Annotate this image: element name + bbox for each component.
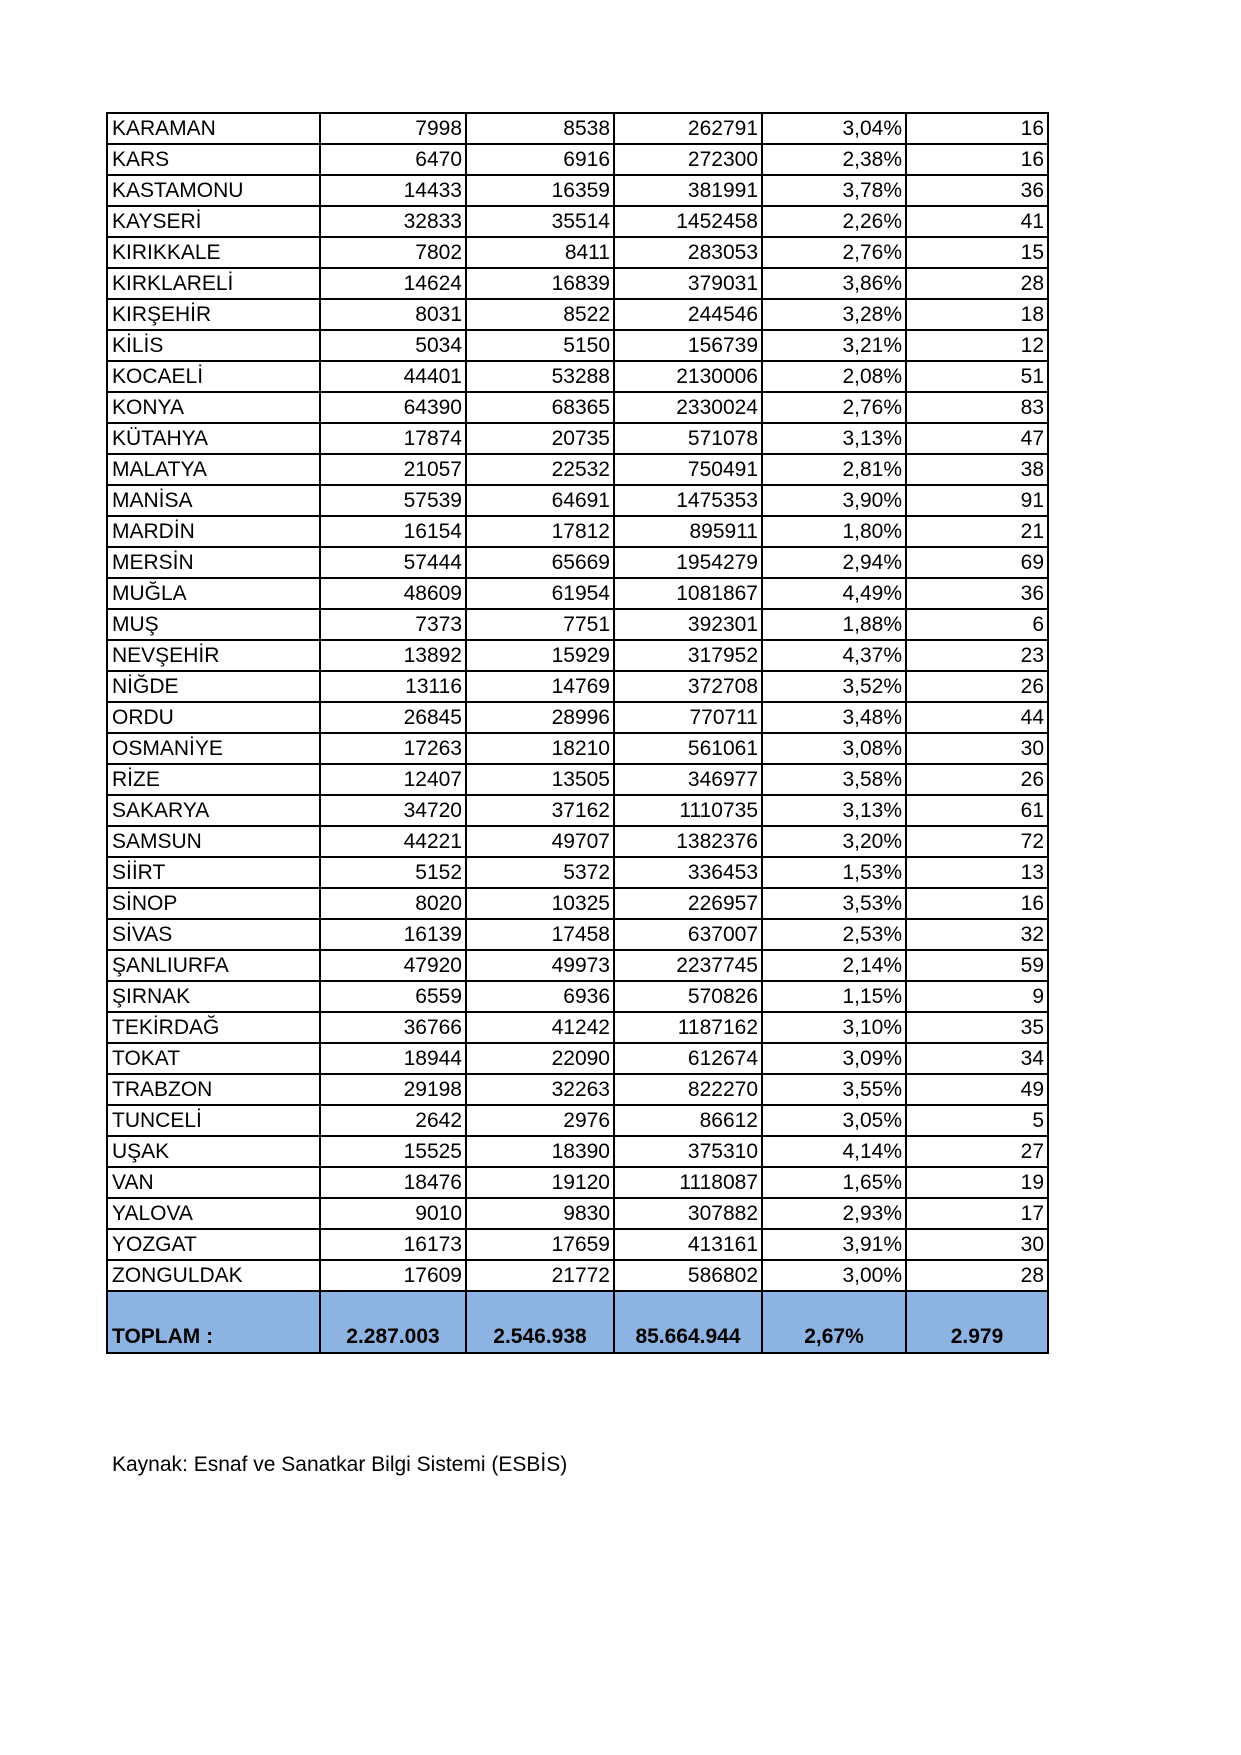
table-cell: 346977 [614,764,762,795]
table-cell: 9830 [466,1198,614,1229]
total-cell: 2.979 [906,1291,1048,1353]
province-name: YOZGAT [107,1229,320,1260]
table-cell: 3,13% [762,423,906,454]
table-row [107,1105,1048,1136]
table-cell: 3,55% [762,1074,906,1105]
table-row [107,485,1048,516]
table-cell: 3,86% [762,268,906,299]
table-cell: 86612 [614,1105,762,1136]
table-cell: 2330024 [614,392,762,423]
table-cell: 57444 [320,547,466,578]
table-cell: 570826 [614,981,762,1012]
table-cell: 5034 [320,330,466,361]
province-name: KARS [107,144,320,175]
table-cell: 7998 [320,113,466,144]
table-row [107,547,1048,578]
table-cell: 3,48% [762,702,906,733]
table-row [107,1198,1048,1229]
table-cell: 4,37% [762,640,906,671]
table-cell: 392301 [614,609,762,640]
province-name: TRABZON [107,1074,320,1105]
table-cell: 44 [906,702,1048,733]
table-cell: 561061 [614,733,762,764]
table-cell: 91 [906,485,1048,516]
province-name: YALOVA [107,1198,320,1229]
table-cell: 68365 [466,392,614,423]
table-row [107,1167,1048,1198]
province-name: SAKARYA [107,795,320,826]
province-name: KIRIKKALE [107,237,320,268]
table-cell: 375310 [614,1136,762,1167]
table-cell: 12407 [320,764,466,795]
table-cell: 8522 [466,299,614,330]
table-cell: 307882 [614,1198,762,1229]
table-cell: 2,76% [762,237,906,268]
province-name: ZONGULDAK [107,1260,320,1291]
total-label: TOPLAM : [107,1291,320,1353]
table-cell: 49707 [466,826,614,857]
province-name: NİĞDE [107,671,320,702]
table-cell: 32263 [466,1074,614,1105]
table-cell: 13892 [320,640,466,671]
table-cell: 18 [906,299,1048,330]
table-cell: 36766 [320,1012,466,1043]
table-cell: 44401 [320,361,466,392]
table-cell: 69 [906,547,1048,578]
province-name: RİZE [107,764,320,795]
table-row [107,392,1048,423]
table-cell: 47 [906,423,1048,454]
table-cell: 822270 [614,1074,762,1105]
table-cell: 2,38% [762,144,906,175]
table-cell: 18476 [320,1167,466,1198]
table-cell: 28 [906,268,1048,299]
table-cell: 3,90% [762,485,906,516]
table-cell: 20735 [466,423,614,454]
province-name: TEKİRDAĞ [107,1012,320,1043]
table-cell: 2,93% [762,1198,906,1229]
table-row [107,981,1048,1012]
table-cell: 1110735 [614,795,762,826]
table-cell: 1,88% [762,609,906,640]
table-cell: 586802 [614,1260,762,1291]
table-cell: 64390 [320,392,466,423]
table-cell: 30 [906,733,1048,764]
table-cell: 3,58% [762,764,906,795]
table-row [107,640,1048,671]
table-cell: 34 [906,1043,1048,1074]
table-cell: 30 [906,1229,1048,1260]
table-cell: 16139 [320,919,466,950]
table-row [107,702,1048,733]
table-cell: 18390 [466,1136,614,1167]
table-cell: 1,65% [762,1167,906,1198]
table-cell: 22090 [466,1043,614,1074]
table-row [107,950,1048,981]
table-row [107,609,1048,640]
table-row [107,268,1048,299]
table-cell: 2237745 [614,950,762,981]
table-cell: 17 [906,1198,1048,1229]
table-cell: 4,14% [762,1136,906,1167]
table-row [107,888,1048,919]
table-row [107,206,1048,237]
table-cell: 17874 [320,423,466,454]
table-cell: 1,15% [762,981,906,1012]
table-cell: 6936 [466,981,614,1012]
table-row [107,671,1048,702]
table-cell: 7802 [320,237,466,268]
table-cell: 17812 [466,516,614,547]
table-cell: 336453 [614,857,762,888]
table-cell: 16173 [320,1229,466,1260]
table-cell: 2,81% [762,454,906,485]
province-name: SİNOP [107,888,320,919]
table-cell: 61 [906,795,1048,826]
table-cell: 35 [906,1012,1048,1043]
table-cell: 2,14% [762,950,906,981]
province-table [106,112,1049,1354]
table-row [107,175,1048,206]
table-row [107,361,1048,392]
table-cell: 262791 [614,113,762,144]
table-cell: 1118087 [614,1167,762,1198]
table-cell: 612674 [614,1043,762,1074]
table-cell: 65669 [466,547,614,578]
province-name: KOCAELİ [107,361,320,392]
table-row [107,795,1048,826]
table-cell: 8020 [320,888,466,919]
table-cell: 17609 [320,1260,466,1291]
total-cell: 2.287.003 [320,1291,466,1353]
table-cell: 381991 [614,175,762,206]
province-name: MUŞ [107,609,320,640]
table-cell: 51 [906,361,1048,392]
table-cell: 22532 [466,454,614,485]
table-cell: 244546 [614,299,762,330]
table-cell: 21057 [320,454,466,485]
table-cell: 3,05% [762,1105,906,1136]
table-cell: 15 [906,237,1048,268]
total-cell: 2.546.938 [466,1291,614,1353]
table-cell: 3,53% [762,888,906,919]
table-cell: 1954279 [614,547,762,578]
table-row [107,330,1048,361]
table-cell: 5372 [466,857,614,888]
table-row [107,578,1048,609]
table-cell: 8411 [466,237,614,268]
total-cell: 85.664.944 [614,1291,762,1353]
table-cell: 14433 [320,175,466,206]
table-row [107,423,1048,454]
table-cell: 53288 [466,361,614,392]
table-cell: 770711 [614,702,762,733]
table-cell: 28 [906,1260,1048,1291]
province-name: KİLİS [107,330,320,361]
table-cell: 48609 [320,578,466,609]
table-cell: 1081867 [614,578,762,609]
table-cell: 6559 [320,981,466,1012]
province-name: MUĞLA [107,578,320,609]
table-cell: 15929 [466,640,614,671]
table-cell: 3,78% [762,175,906,206]
table-cell: 1452458 [614,206,762,237]
table-cell: 32833 [320,206,466,237]
table-cell: 372708 [614,671,762,702]
province-name: NEVŞEHİR [107,640,320,671]
table-cell: 8031 [320,299,466,330]
table-cell: 3,13% [762,795,906,826]
table-cell: 317952 [614,640,762,671]
province-name: SAMSUN [107,826,320,857]
table-cell: 64691 [466,485,614,516]
table-cell: 41242 [466,1012,614,1043]
province-name: TUNCELİ [107,1105,320,1136]
table-cell: 21 [906,516,1048,547]
province-name: MERSİN [107,547,320,578]
table-cell: 1187162 [614,1012,762,1043]
province-name: ORDU [107,702,320,733]
table-cell: 6470 [320,144,466,175]
table-cell: 5150 [466,330,614,361]
table-cell: 16154 [320,516,466,547]
table-cell: 637007 [614,919,762,950]
province-name: VAN [107,1167,320,1198]
table-row [107,1043,1048,1074]
table-cell: 571078 [614,423,762,454]
table-cell: 16359 [466,175,614,206]
table-cell: 26 [906,671,1048,702]
table-cell: 16839 [466,268,614,299]
table-cell: 3,00% [762,1260,906,1291]
table-cell: 226957 [614,888,762,919]
table-row [107,733,1048,764]
table-cell: 28996 [466,702,614,733]
table-row [107,144,1048,175]
table-cell: 32 [906,919,1048,950]
table-cell: 1382376 [614,826,762,857]
table-cell: 16 [906,113,1048,144]
table-cell: 750491 [614,454,762,485]
table-row [107,1229,1048,1260]
table-cell: 13 [906,857,1048,888]
table-cell: 3,20% [762,826,906,857]
province-name: KARAMAN [107,113,320,144]
table-cell: 3,52% [762,671,906,702]
province-name: UŞAK [107,1136,320,1167]
table-cell: 36 [906,175,1048,206]
table-cell: 3,09% [762,1043,906,1074]
table-cell: 3,21% [762,330,906,361]
table-cell: 2,08% [762,361,906,392]
table-cell: 26 [906,764,1048,795]
province-name: ŞANLIURFA [107,950,320,981]
province-name: SİİRT [107,857,320,888]
table-cell: 6916 [466,144,614,175]
table-cell: 21772 [466,1260,614,1291]
table-cell: 9 [906,981,1048,1012]
table-row [107,1074,1048,1105]
province-name: KONYA [107,392,320,423]
table-cell: 17458 [466,919,614,950]
table-cell: 2,94% [762,547,906,578]
table-cell: 61954 [466,578,614,609]
table-cell: 38 [906,454,1048,485]
table-cell: 272300 [614,144,762,175]
table-cell: 5152 [320,857,466,888]
table-row [107,516,1048,547]
table-cell: 14769 [466,671,614,702]
table-cell: 17263 [320,733,466,764]
province-name: KIRKLARELİ [107,268,320,299]
source-note: Kaynak: Esnaf ve Sanatkar Bilgi Sistemi (ESBİS) [112,1453,568,1476]
table-cell: 19 [906,1167,1048,1198]
table-cell: 18210 [466,733,614,764]
province-name: SİVAS [107,919,320,950]
table-cell: 3,04% [762,113,906,144]
province-name: OSMANİYE [107,733,320,764]
table-cell: 10325 [466,888,614,919]
table-cell: 16 [906,144,1048,175]
table-cell: 16 [906,888,1048,919]
table-cell: 49973 [466,950,614,981]
province-name: TOKAT [107,1043,320,1074]
table-cell: 4,49% [762,578,906,609]
table-cell: 283053 [614,237,762,268]
table-cell: 8538 [466,113,614,144]
table-cell: 49 [906,1074,1048,1105]
province-name: MARDİN [107,516,320,547]
table-cell: 156739 [614,330,762,361]
table-cell: 1,80% [762,516,906,547]
table-cell: 13505 [466,764,614,795]
table-row [107,1136,1048,1167]
table-cell: 27 [906,1136,1048,1167]
table-cell: 72 [906,826,1048,857]
table-cell: 12 [906,330,1048,361]
table-cell: 34720 [320,795,466,826]
table-cell: 37162 [466,795,614,826]
table-cell: 379031 [614,268,762,299]
table-cell: 1,53% [762,857,906,888]
table-cell: 9010 [320,1198,466,1229]
table-cell: 17659 [466,1229,614,1260]
table-row [107,857,1048,888]
table-cell: 7373 [320,609,466,640]
table-cell: 1475353 [614,485,762,516]
table-row [107,1260,1048,1291]
province-name: MALATYA [107,454,320,485]
table-cell: 59 [906,950,1048,981]
table-cell: 6 [906,609,1048,640]
province-name: KAYSERİ [107,206,320,237]
table-row [107,764,1048,795]
table-row [107,1012,1048,1043]
table-cell: 83 [906,392,1048,423]
table-cell: 2,76% [762,392,906,423]
table-cell: 36 [906,578,1048,609]
province-name: KASTAMONU [107,175,320,206]
province-name: KIRŞEHİR [107,299,320,330]
province-name: ŞIRNAK [107,981,320,1012]
table-cell: 2130006 [614,361,762,392]
table-cell: 2976 [466,1105,614,1136]
table-cell: 18944 [320,1043,466,1074]
table-cell: 23 [906,640,1048,671]
table-row [107,113,1048,144]
table-cell: 413161 [614,1229,762,1260]
table-cell: 41 [906,206,1048,237]
total-cell: 2,67% [762,1291,906,1353]
table-cell: 5 [906,1105,1048,1136]
table-cell: 29198 [320,1074,466,1105]
table-cell: 15525 [320,1136,466,1167]
table-cell: 57539 [320,485,466,516]
table-cell: 47920 [320,950,466,981]
table-row [107,454,1048,485]
table-cell: 3,28% [762,299,906,330]
total-row [107,1291,1048,1353]
table-cell: 13116 [320,671,466,702]
table-cell: 19120 [466,1167,614,1198]
table-row [107,826,1048,857]
table-cell: 3,91% [762,1229,906,1260]
table-cell: 3,08% [762,733,906,764]
table-cell: 7751 [466,609,614,640]
table-cell: 2,53% [762,919,906,950]
table-cell: 895911 [614,516,762,547]
table-row [107,919,1048,950]
table-cell: 3,10% [762,1012,906,1043]
province-name: MANİSA [107,485,320,516]
table-cell: 44221 [320,826,466,857]
table-row [107,299,1048,330]
table-row [107,237,1048,268]
table-cell: 26845 [320,702,466,733]
province-name: KÜTAHYA [107,423,320,454]
table-cell: 2642 [320,1105,466,1136]
table-cell: 2,26% [762,206,906,237]
table-cell: 14624 [320,268,466,299]
table-body [107,113,1048,1353]
table-cell: 35514 [466,206,614,237]
